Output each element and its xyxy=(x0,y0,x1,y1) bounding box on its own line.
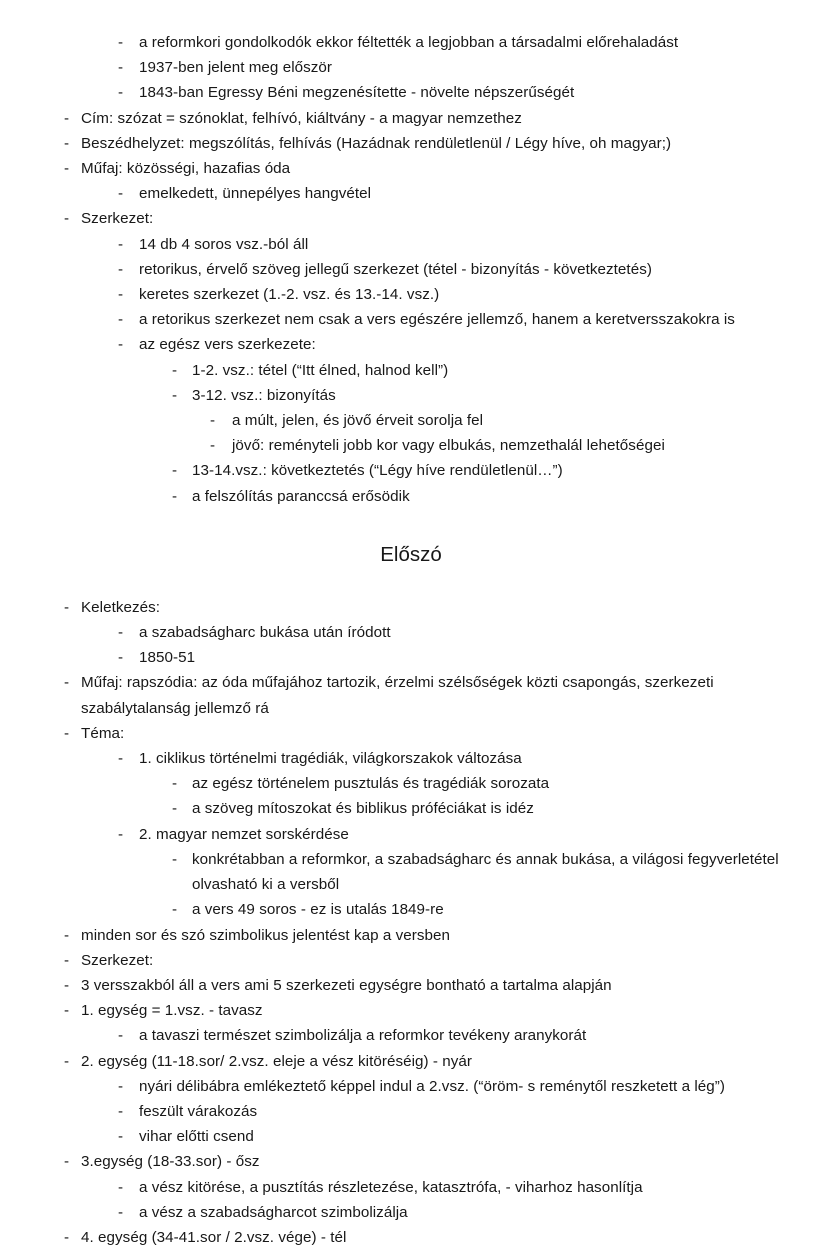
dash-bullet-icon: - xyxy=(172,775,178,793)
outline-item xyxy=(0,822,828,847)
outline-item xyxy=(0,156,828,181)
dash-bullet-icon: - xyxy=(118,1077,124,1095)
dash-bullet-icon: - xyxy=(172,462,178,480)
dash-bullet-icon: - xyxy=(172,901,178,919)
dash-bullet-icon: - xyxy=(64,134,70,152)
outline-item xyxy=(0,1175,828,1200)
outline-item-text: 3.egység (18-33.sor) - ősz xyxy=(81,1153,260,1171)
outline-item xyxy=(0,1074,828,1099)
dash-bullet-icon: - xyxy=(64,109,70,127)
outline-item-text: Téma: xyxy=(81,724,125,742)
outline-item xyxy=(0,458,828,483)
dash-bullet-icon: - xyxy=(118,260,124,278)
dash-bullet-icon: - xyxy=(64,598,70,616)
outline-item-text: 1-2. vsz.: tétel (“Itt élned, halnod kell”) xyxy=(192,361,449,379)
dash-bullet-icon: - xyxy=(64,210,70,228)
outline-item xyxy=(0,232,828,257)
outline-item xyxy=(0,1023,828,1048)
outline-item-text: a szabadságharc bukása után íródott xyxy=(139,624,391,642)
outline-item-text: Műfaj: rapszódia: az óda műfajához tartozik, érzelmi szélsőségek közti csapongás, szerkezeti szabálytalanság jellemző rá xyxy=(81,674,714,717)
dash-bullet-icon: - xyxy=(64,160,70,178)
outline-item-text: Műfaj: közösségi, hazafias óda xyxy=(81,160,291,178)
outline-item-text: a múlt, jelen, és jövő érveit sorolja fel xyxy=(232,412,484,430)
outline-item-text: jövő: reményteli jobb kor vagy elbukás, nemzethalál lehetőségei xyxy=(232,437,665,455)
dash-bullet-icon: - xyxy=(64,951,70,969)
dash-bullet-icon: - xyxy=(118,311,124,329)
outline-item-text: keretes szerkezet (1.-2. vsz. és 13.-14. vsz.) xyxy=(139,286,440,304)
outline-item xyxy=(0,408,828,433)
outline-item xyxy=(0,897,828,922)
dash-bullet-icon: - xyxy=(118,1178,124,1196)
dash-bullet-icon: - xyxy=(118,235,124,253)
dash-bullet-icon: - xyxy=(172,361,178,379)
outline-item xyxy=(0,973,828,998)
dash-bullet-icon: - xyxy=(118,649,124,667)
outline-item xyxy=(0,721,828,746)
outline-item xyxy=(0,948,828,973)
outline-item xyxy=(0,670,828,720)
outline-item xyxy=(0,847,828,897)
outline-item xyxy=(0,30,828,55)
outline-item xyxy=(0,282,828,307)
outline-item xyxy=(0,645,828,670)
outline-item-text: 1850-51 xyxy=(139,649,196,667)
outline-item xyxy=(0,1200,828,1225)
dash-bullet-icon: - xyxy=(118,1203,124,1221)
outline-item xyxy=(0,1124,828,1149)
outline-item xyxy=(0,383,828,408)
outline-item-text: 3-12. vsz.: bizonyítás xyxy=(192,386,336,404)
dash-bullet-icon: - xyxy=(172,800,178,818)
outline-item xyxy=(0,257,828,282)
outline-item-text: feszült várakozás xyxy=(139,1102,258,1120)
dash-bullet-icon: - xyxy=(118,336,124,354)
dash-bullet-icon: - xyxy=(64,1002,70,1020)
outline-item xyxy=(0,1049,828,1074)
dash-bullet-icon: - xyxy=(118,1027,124,1045)
dash-bullet-icon: - xyxy=(118,34,124,51)
outline-item-text: konkrétabban a reformkor, a szabadságharc és annak bukása, a világosi fegyverletétel olvasható ki a versből xyxy=(192,850,779,894)
outline-item-text: a vész a szabadságharcot szimbolizálja xyxy=(139,1203,408,1221)
dash-bullet-icon: - xyxy=(64,724,70,742)
outline-item-text: 4. egység (34-41.sor / 2.vsz. vége) - tél xyxy=(81,1228,347,1246)
outline-section-szozat xyxy=(0,30,828,509)
dash-bullet-icon: - xyxy=(64,926,70,944)
outline-item-text: Szerkezet: xyxy=(81,951,154,969)
outline-item-text: 1. ciklikus történelmi tragédiák, világkorszakok változása xyxy=(139,750,522,768)
outline-item xyxy=(0,206,828,231)
outline-item xyxy=(0,55,828,80)
outline-item-text: a felszólítás paranccsá erősödik xyxy=(192,487,410,505)
outline-item xyxy=(0,595,828,620)
outline-item-text: a tavaszi természet szimbolizálja a reformkor tevékeny aranykorát xyxy=(139,1027,587,1045)
dash-bullet-icon: - xyxy=(172,487,178,505)
outline-item-text: 2. egység (11-18.sor/ 2.vsz. eleje a vész kitöréséig) - nyár xyxy=(81,1052,473,1070)
outline-item xyxy=(0,620,828,645)
outline-item xyxy=(0,746,828,771)
dash-bullet-icon: - xyxy=(172,386,178,404)
outline-item-text: Szerkezet: xyxy=(81,210,154,228)
dash-bullet-icon: - xyxy=(64,1052,70,1070)
outline-item-text: retorikus, érvelő szöveg jellegű szerkezet (tétel - bizonyítás - következtetés) xyxy=(139,260,652,278)
outline-item xyxy=(0,131,828,156)
dash-bullet-icon: - xyxy=(210,437,216,455)
dash-bullet-icon: - xyxy=(118,59,124,77)
dash-bullet-icon: - xyxy=(172,850,178,868)
dash-bullet-icon: - xyxy=(64,1153,70,1171)
outline-item xyxy=(0,998,828,1023)
outline-item xyxy=(0,796,828,821)
outline-item-text: Keletkezés: xyxy=(81,598,161,616)
outline-item xyxy=(0,1225,828,1250)
dash-bullet-icon: - xyxy=(118,624,124,642)
outline-item-text: a vers 49 soros - ez is utalás 1849-re xyxy=(192,901,444,919)
dash-bullet-icon: - xyxy=(118,185,124,203)
outline-item xyxy=(0,181,828,206)
outline-item-text: 13-14.vsz.: következtetés (“Légy híve rendületlenül…”) xyxy=(192,462,563,480)
dash-bullet-icon: - xyxy=(210,412,216,430)
outline-item-text: az egész vers szerkezete: xyxy=(139,336,316,354)
outline-item-text: a retorikus szerkezet nem csak a vers egészére jellemző, hanem a keretversszakokra is xyxy=(139,311,735,329)
outline-item xyxy=(0,1099,828,1124)
outline-item-text: 2. magyar nemzet sorskérdése xyxy=(139,825,349,843)
outline-item-text: a szöveg mítoszokat és biblikus próféciákat is idéz xyxy=(192,800,534,818)
outline-item-text: 1937-ben jelent meg először xyxy=(139,59,333,77)
outline-item-text: 14 db 4 soros vsz.-ból áll xyxy=(139,235,309,253)
outline-item-text: minden sor és szó szimbolikus jelentést kap a versben xyxy=(81,926,451,944)
section-heading-eloszo: Előszó xyxy=(380,542,442,566)
outline-item-text: a reformkori gondolkodók ekkor féltették a legjobban a társadalmi előrehaladást xyxy=(139,34,679,51)
dash-bullet-icon: - xyxy=(64,976,70,994)
dash-bullet-icon: - xyxy=(118,84,124,102)
outline-item xyxy=(0,358,828,383)
outline-item-text: 1. egység = 1.vsz. - tavasz xyxy=(81,1002,263,1020)
outline-item xyxy=(0,332,828,357)
outline-item-text: 1843-ban Egressy Béni megzenésítette - növelte népszerűségét xyxy=(139,84,575,102)
dash-bullet-icon: - xyxy=(118,286,124,304)
outline-item xyxy=(0,923,828,948)
dash-bullet-icon: - xyxy=(118,1128,124,1146)
outline-item xyxy=(0,771,828,796)
outline-item xyxy=(0,307,828,332)
outline-item-text: Cím: szózat = szónoklat, felhívó, kiáltvány - a magyar nemzethez xyxy=(81,109,522,127)
outline-item-text: nyári délibábra emlékeztető képpel indul a 2.vsz. (“öröm- s reménytől reszketett a lég”) xyxy=(139,1077,725,1095)
dash-bullet-icon: - xyxy=(118,1102,124,1120)
outline-item-text: vihar előtti csend xyxy=(139,1128,254,1146)
outline-item xyxy=(0,106,828,131)
outline-item-text: a vész kitörése, a pusztítás részletezése, katasztrófa, - viharhoz hasonlítja xyxy=(139,1178,643,1196)
outline-section-eloszo xyxy=(0,595,828,1250)
outline-item-text: emelkedett, ünnepélyes hangvétel xyxy=(139,185,372,203)
outline-item xyxy=(0,484,828,509)
outline-item-text: az egész történelem pusztulás és tragédiák sorozata xyxy=(192,775,550,793)
dash-bullet-icon: - xyxy=(64,674,70,692)
dash-bullet-icon: - xyxy=(118,825,124,843)
dash-bullet-icon: - xyxy=(64,1228,70,1246)
outline-item xyxy=(0,80,828,105)
outline-item xyxy=(0,1149,828,1174)
outline-item-text: 3 versszakból áll a vers ami 5 szerkezeti egységre bontható a tartalma alapján xyxy=(81,976,612,994)
outline-item xyxy=(0,433,828,458)
dash-bullet-icon: - xyxy=(118,750,124,768)
outline-item-text: Beszédhelyzet: megszólítás, felhívás (Hazádnak rendületlenül / Légy híve, oh magyar;) xyxy=(81,134,672,152)
